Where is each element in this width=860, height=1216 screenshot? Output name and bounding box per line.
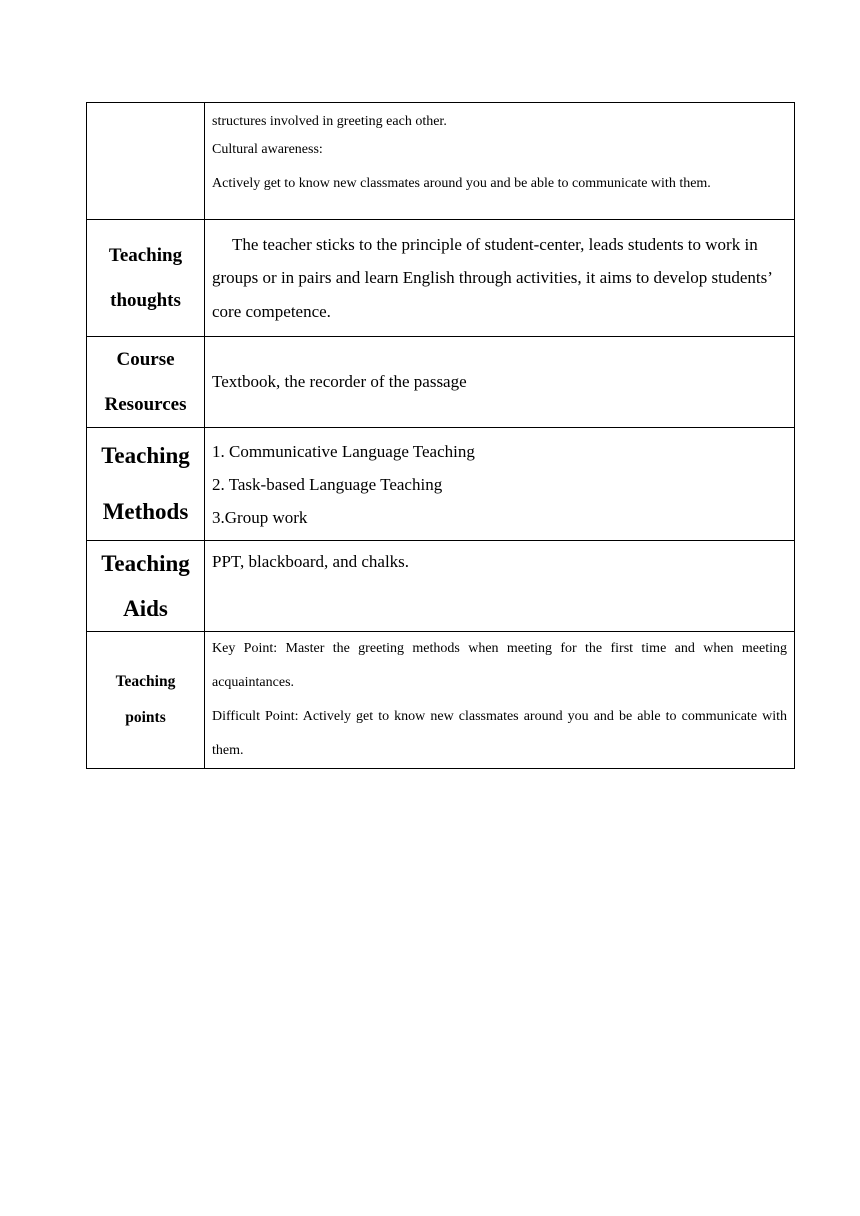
cultural-awareness-text: Actively get to know new classmates around you and be able to communicate with them. — [212, 175, 711, 191]
label-line: thoughts — [110, 290, 181, 311]
method-item: 1. Communicative Language Teaching — [212, 441, 475, 461]
label-line: Teaching — [101, 551, 190, 576]
table-row-teaching-points — [87, 632, 795, 769]
label-line: Methods — [102, 499, 189, 524]
label-line: Teaching — [108, 245, 183, 266]
teaching-aids-text: PPT, blackboard, and chalks. — [212, 552, 410, 571]
method-item: 2. Task-based Language Teaching — [212, 474, 443, 494]
method-item: 3.Group work — [212, 507, 308, 527]
row-label-teaching-aids — [87, 541, 205, 632]
row-content-teaching-aids — [205, 541, 795, 632]
label-line: Course — [116, 349, 175, 370]
table-row-teaching-methods — [87, 428, 795, 541]
difficult-point-text: Difficult Point: Actively get to know new classmates around you and be able to communicate with them. — [212, 709, 787, 758]
label-line: Resources — [104, 394, 187, 415]
objectives-structures-text: structures involved in greeting each other. — [212, 114, 447, 129]
row-content-teaching-points — [205, 632, 795, 769]
row-label-empty — [87, 103, 205, 220]
row-content-teaching-methods — [205, 428, 795, 541]
label-line: Teaching — [101, 443, 190, 468]
row-label-teaching-points — [87, 632, 205, 769]
label-line: points — [125, 709, 166, 726]
label-line: Teaching — [115, 673, 176, 690]
label-line: Aids — [123, 596, 168, 621]
key-point-text: Key Point: Master the greeting methods when meeting for the first time and when meeting acquaintances. — [212, 641, 787, 690]
table-row-objectives-continued — [87, 103, 795, 220]
row-content-teaching-thoughts — [205, 220, 795, 337]
lesson-plan-table — [86, 102, 795, 769]
cultural-awareness-heading: Cultural awareness: — [212, 142, 323, 157]
row-content-objectives — [205, 103, 795, 220]
table-row-teaching-thoughts — [87, 220, 795, 337]
row-content-course-resources — [205, 337, 795, 428]
row-label-teaching-thoughts — [87, 220, 205, 337]
course-resources-text: Textbook, the recorder of the passage — [212, 372, 467, 391]
row-label-teaching-methods — [87, 428, 205, 541]
table-row-course-resources — [87, 337, 795, 428]
table-row-teaching-aids — [87, 541, 795, 632]
row-label-course-resources — [87, 337, 205, 428]
teaching-thoughts-text: The teacher sticks to the principle of student-center, leads students to work in groups or in pairs and learn English through activities, it aims to develop students’ core competence. — [212, 234, 772, 321]
